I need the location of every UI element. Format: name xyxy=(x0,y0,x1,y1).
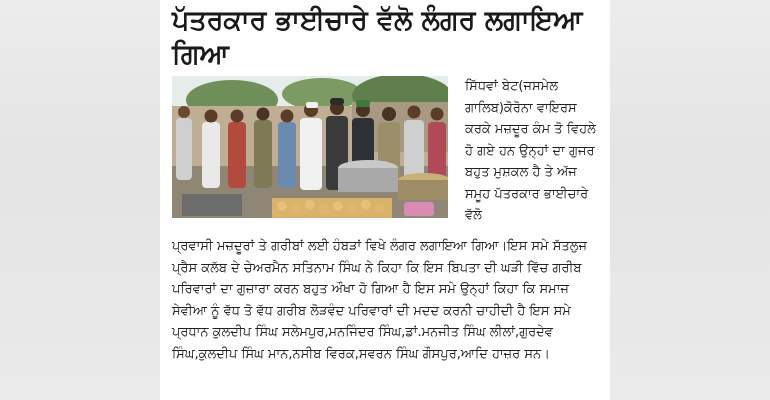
article-body: ਪ੍ਰਵਾਸੀ ਮਜ਼ਦੂਰਾਂ ਤੇ ਗਰੀਬਾਂ ਲਈ ਹੰਬੜਾਂ ਵਿਖੇ ਲੰਗਰ ਲਗਾਇਆ ਗਿਆ।ਇਸ ਸਮੇ ਸੱਤਲੁਜ ਪ੍ਰੈਸ ਕਲੱਬ ਦੇ ਚੇਅਰਮੈਨ ਸਤਿਨਾਮ ਸਿੰਘ ਨੇ ਕਿਹਾ ਕਿ ਇਸ ਬਿਪਤਾ ਦੀ ਘੜੀ ਵਿੱਚ ਗਰੀਬ ਪਰਿਵਾਰਾਂ ਦਾ ਗੁਜ਼ਾਰਾ ਕਰਨ ਬਹੁਤ ਔਖਾ ਹੋ ਗਿਆ ਹੈ ਇਸ ਸਮੇ ਉਨ੍ਹਾਂ ਕਿਹਾ ਕਿ ਸਮਾਜ ਸੇਵੀਆ ਨੂੰ ਵੱਧ ਤੋ ਵੱਧ ਗਰੀਬ ਲੋੜਵੰਦ ਪਰਿਵਾਰਾਂ ਦੀ ਮਦਦ ਕਰਨੀ ਚਾਹੀਦੀ ਹੈ ਇਸ ਸਮੇ ਪ੍ਰਧਾਨ ਕੁਲਦੀਪ ਸਿੰਘ ਸਲੇਮਪੁਰ,ਮਨਜਿੰਦਰ ਸਿੰਘ,ਡਾਂ.ਮਨਜੀਤ ਸਿੰਘ ਲੀਲਾਂ,ਗੁਰਦੇਵ ਸਿੰਘ,ਕੁਲਦੀਪ ਸਿੰਘ ਮਾਨ,ਨਸੀਬ ਵਿਰਕ,ਸਵਰਨ ਸਿੰਘ ਗੌਸਪੁਰ,ਆਦਿ ਹਾਜ਼ਰ ਸਨ। xyxy=(172,239,587,362)
group-photo xyxy=(172,76,448,218)
news-article xyxy=(160,0,610,400)
article-lead: ਸਿੱਧਵਾਂ ਬੇਟ(ਜਸਮੇਲ ਗਾਲਿਬ)ਕੋਰੋਨਾ ਵਾਇਰਸ ਕਰਕੇ ਮਜ਼ਦੂਰ ਕੰਮ ਤੋ ਵਿਹਲੇ ਹੋ ਗਏ ਹਨ ਉਨ੍ਹਾਂ ਦਾ ਗੁਜਰ ਬਹੁਤ ਮੁਸ਼ਕਲ ਹੈ ਤੇ ਅੱਜ ਸਮੂਹ ਪੱਤਰਕਾਰ ਭਾਈਚਾਰੇ ਵੱਲੋ xyxy=(465,79,596,223)
blurred-background-left xyxy=(0,0,160,400)
blurred-background-right xyxy=(610,0,770,400)
article-headline: ਪੱਤਰਕਾਰ ਭਾਈਚਾਰੇ ਵੱਲੋ ਲੰਗਰ ਲਗਾਇਆ ਗਿਆ xyxy=(172,5,583,70)
